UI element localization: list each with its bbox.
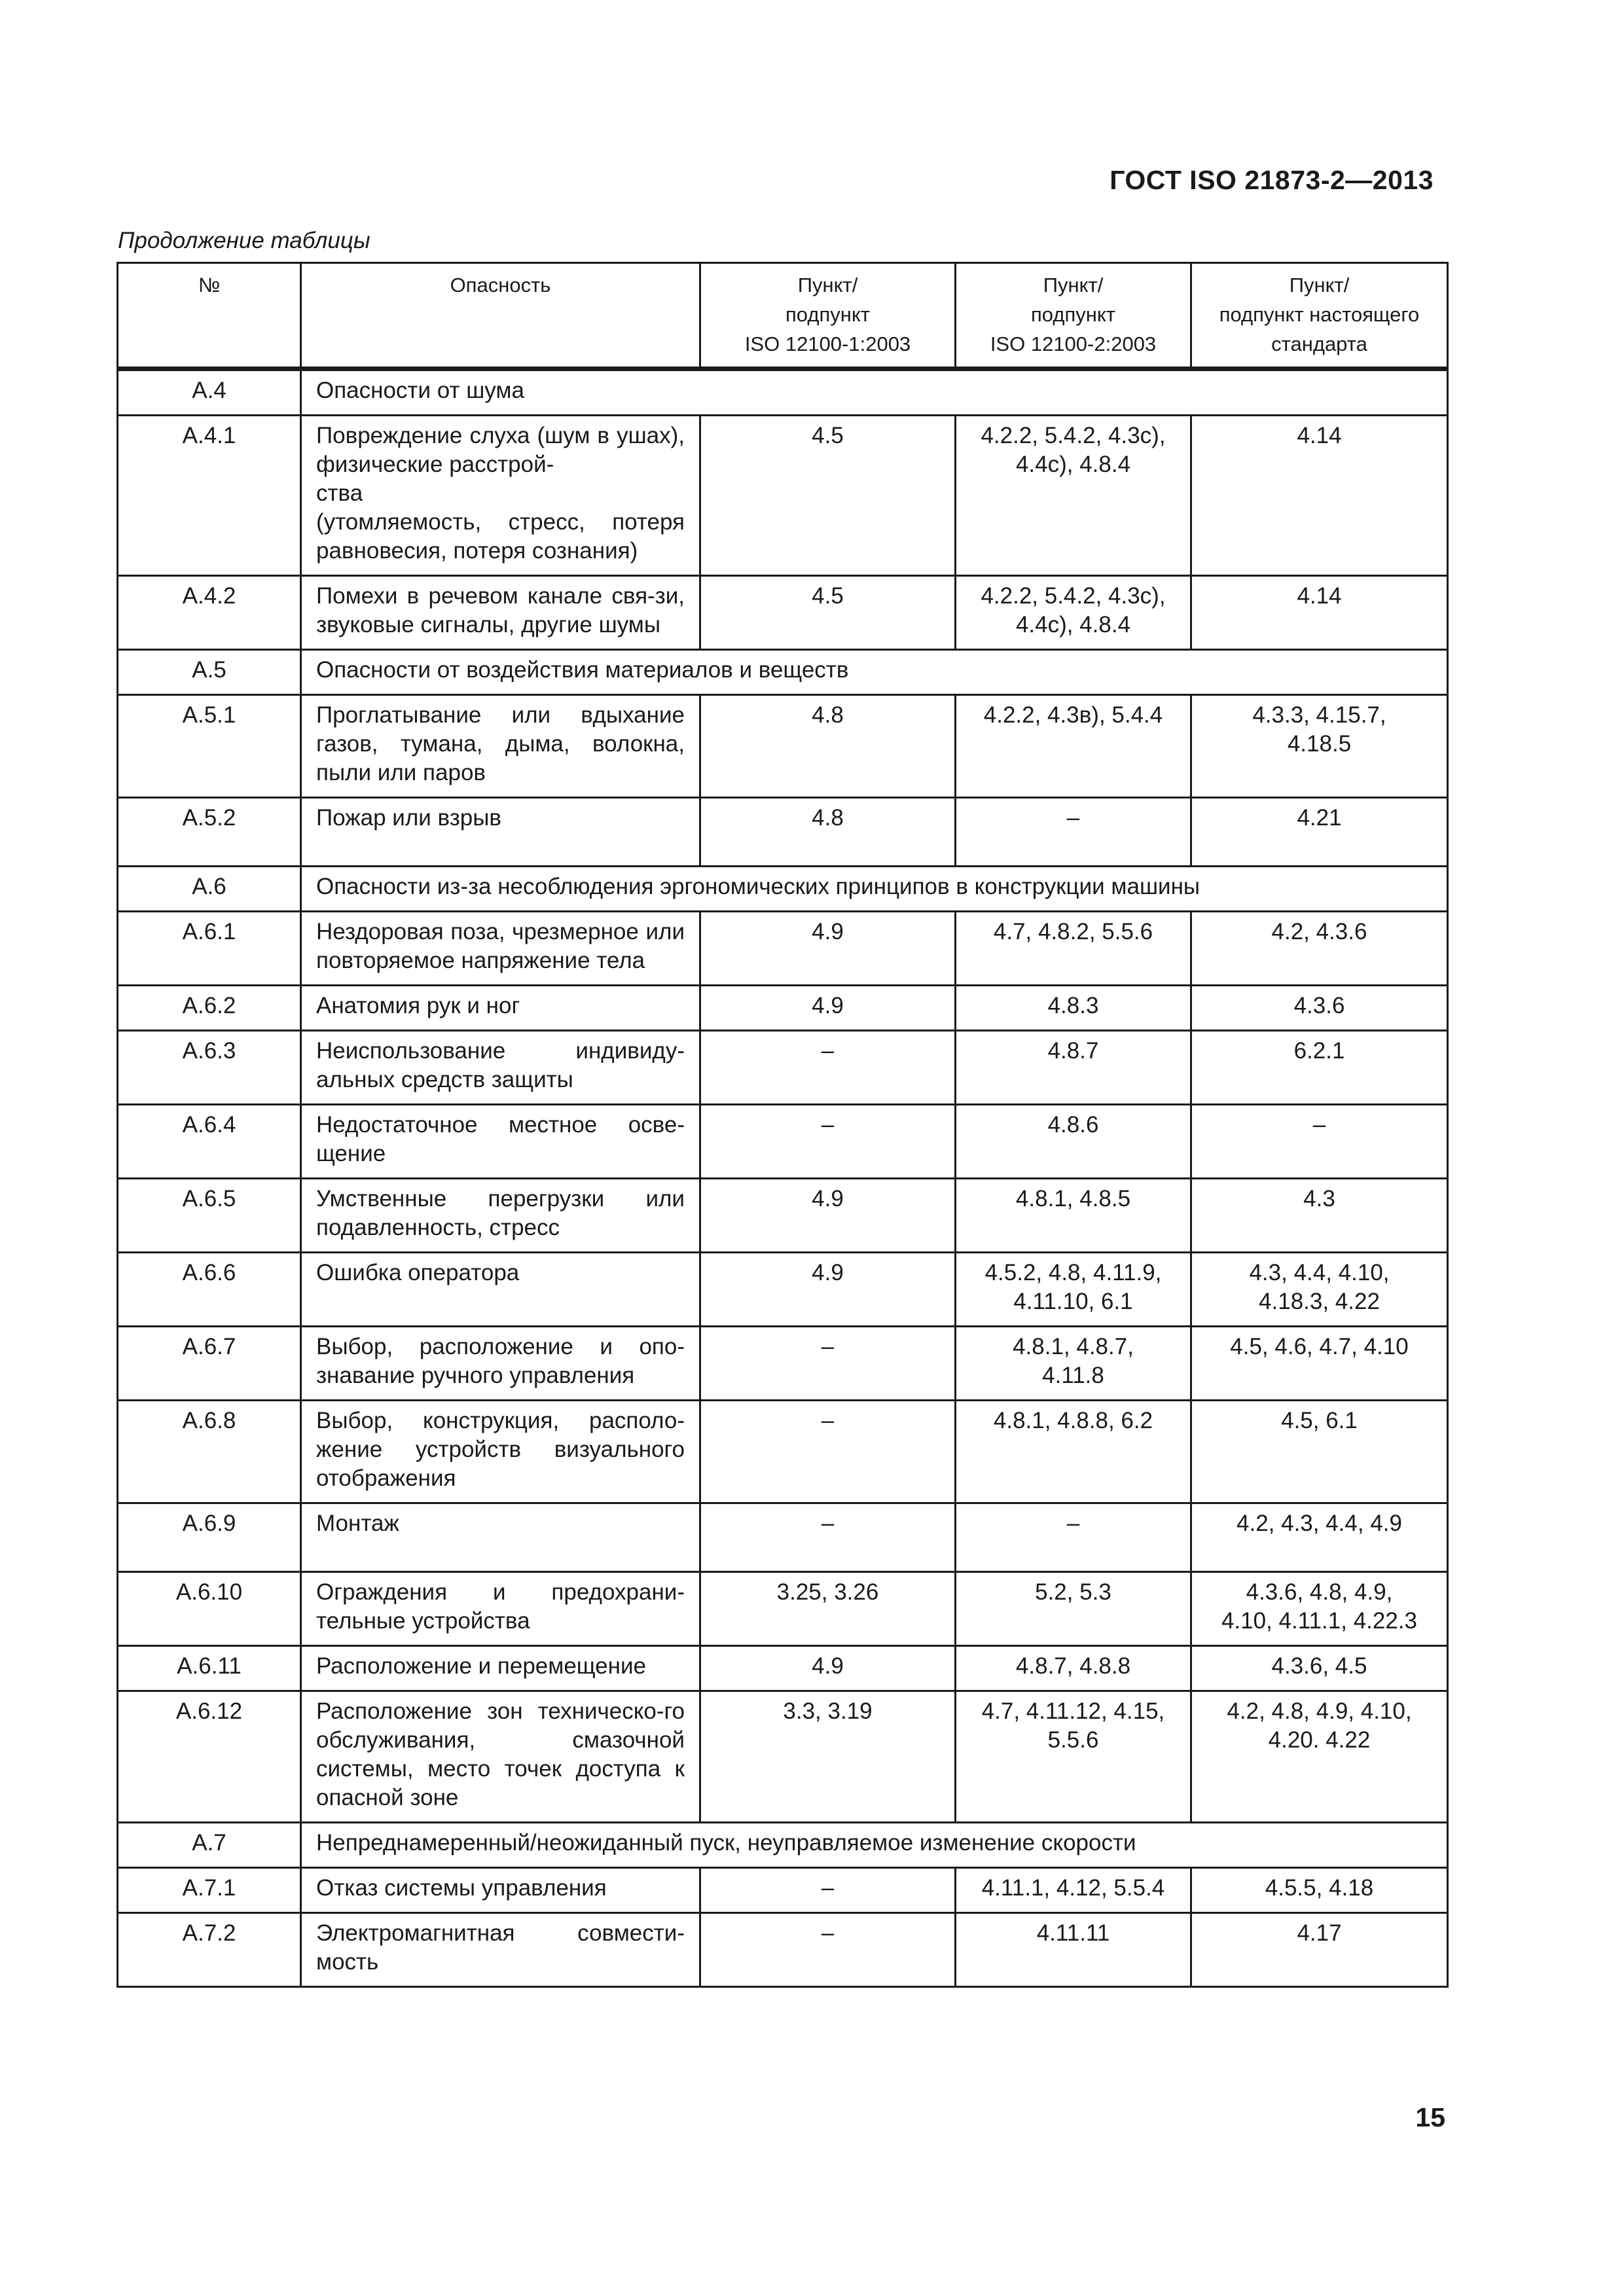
row-number: А.4 <box>118 369 301 416</box>
table-body <box>118 369 1448 1987</box>
ref-iso-12100-2: 4.2.2, 5.4.2, 4.3с), 4.4с), 4.8.4 <box>956 416 1191 576</box>
hazard-line: Помехи в речевом канале свя-зи, звуковые сигналы, другие шумы <box>316 583 685 637</box>
section-title: Непреднамеренный/неожиданный пуск, неуправляемое изменение скорости <box>301 1823 1448 1868</box>
hazard-description <box>301 1105 700 1179</box>
hazard-line: Монтаж <box>316 1511 399 1536</box>
ref-iso-12100-2: 4.2.2, 5.4.2, 4.3с), 4.4с), 4.8.4 <box>956 576 1191 650</box>
table-row <box>118 1031 1448 1105</box>
hazard-description <box>301 695 700 798</box>
hazard-description <box>301 1868 700 1913</box>
ref-iso-12100-1: 4.9 <box>700 986 956 1031</box>
ref-this-standard: 4.17 <box>1191 1913 1448 1987</box>
ref-iso-12100-2: 4.7, 4.8.2, 5.5.6 <box>956 912 1191 986</box>
ref-iso-12100-2: 4.11.1, 4.12, 5.5.4 <box>956 1868 1191 1913</box>
row-number: А.6.12 <box>118 1691 301 1823</box>
section-row <box>118 369 1448 416</box>
section-row <box>118 867 1448 912</box>
hazard-description <box>301 576 700 650</box>
ref-iso-12100-1: – <box>700 1913 956 1987</box>
row-number: А.5 <box>118 650 301 695</box>
section-title: Опасности из-за несоблюдения эргономических принципов в конструкции машины <box>301 867 1448 912</box>
ref-this-standard: 4.2, 4.3.6 <box>1191 912 1448 986</box>
table-row <box>118 416 1448 576</box>
row-number: А.6.6 <box>118 1253 301 1327</box>
ref-iso-12100-2: 4.8.1, 4.8.8, 6.2 <box>956 1401 1191 1503</box>
section-title: Опасности от воздействия материалов и веществ <box>301 650 1448 695</box>
ref-iso-12100-1: 4.9 <box>700 912 956 986</box>
hazard-description <box>301 1179 700 1253</box>
table-row <box>118 912 1448 986</box>
ref-this-standard: 6.2.1 <box>1191 1031 1448 1105</box>
row-number: А.6.10 <box>118 1572 301 1646</box>
table-row <box>118 1646 1448 1691</box>
row-number: А.7 <box>118 1823 301 1868</box>
table-row <box>118 798 1448 867</box>
hazard-line: Расположение и перемещение <box>316 1653 646 1679</box>
column-header-iso-12100-2: Пункт/ подпункт ISO 12100-2:2003 <box>956 263 1191 369</box>
ref-iso-12100-1: – <box>700 1868 956 1913</box>
column-header-hazard: Опасность <box>301 263 700 369</box>
row-number: А.6.8 <box>118 1401 301 1503</box>
hazard-description <box>301 1401 700 1503</box>
ref-iso-12100-2: 4.5.2, 4.8, 4.11.9, 4.11.10, 6.1 <box>956 1253 1191 1327</box>
hazard-line: Анатомия рук и ног <box>316 993 520 1018</box>
row-number: А.6.2 <box>118 986 301 1031</box>
hazard-description <box>301 416 700 576</box>
column-header-iso-12100-1: Пункт/ подпункт ISO 12100-1:2003 <box>700 263 956 369</box>
row-number: А.6.3 <box>118 1031 301 1105</box>
ref-iso-12100-1: – <box>700 1031 956 1105</box>
hazard-line: Нездоровая поза, чрезмерное или повторяемое напряжение тела <box>316 919 685 973</box>
hazards-table <box>117 262 1449 1988</box>
column-header-number: № <box>118 263 301 369</box>
row-number: А.6.1 <box>118 912 301 986</box>
table-row <box>118 576 1448 650</box>
ref-this-standard: 4.3.3, 4.15.7, 4.18.5 <box>1191 695 1448 798</box>
row-number: А.5.1 <box>118 695 301 798</box>
row-number: А.7.1 <box>118 1868 301 1913</box>
hazard-description <box>301 986 700 1031</box>
section-row <box>118 1823 1448 1868</box>
hazard-line: Расположение зон техническо-го обслуживания, смазочной системы, место точек доступа к опасной зоне <box>316 1698 685 1810</box>
ref-iso-12100-2: 4.8.7, 4.8.8 <box>956 1646 1191 1691</box>
table-row <box>118 695 1448 798</box>
row-number: А.7.2 <box>118 1913 301 1987</box>
ref-iso-12100-2: 4.8.3 <box>956 986 1191 1031</box>
ref-iso-12100-2: 4.8.6 <box>956 1105 1191 1179</box>
ref-iso-12100-1: 3.3, 3.19 <box>700 1691 956 1823</box>
ref-iso-12100-2: 5.2, 5.3 <box>956 1572 1191 1646</box>
hazard-description <box>301 1572 700 1646</box>
hazard-line: Неиспользование индивиду-альных средств защиты <box>316 1038 685 1092</box>
hazard-line: Выбор, конструкция, располо-жение устройств визуального отображения <box>316 1408 685 1491</box>
hazard-line: Ограждения и предохрани-тельные устройства <box>316 1579 685 1634</box>
hazard-description <box>301 1031 700 1105</box>
hazard-line: Отказ системы управления <box>316 1875 607 1901</box>
row-number: А.4.1 <box>118 416 301 576</box>
ref-this-standard: 4.14 <box>1191 416 1448 576</box>
table-row <box>118 1913 1448 1987</box>
ref-iso-12100-2: 4.8.1, 4.8.5 <box>956 1179 1191 1253</box>
hazard-description <box>301 1503 700 1572</box>
table-row <box>118 1691 1448 1823</box>
section-title: Опасности от шума <box>301 369 1448 416</box>
ref-this-standard: 4.2, 4.8, 4.9, 4.10, 4.20. 4.22 <box>1191 1691 1448 1823</box>
hazard-description <box>301 1646 700 1691</box>
ref-iso-12100-1: 4.5 <box>700 576 956 650</box>
hazard-line: Недостаточное местное осве-щение <box>316 1112 685 1166</box>
ref-iso-12100-1: 4.5 <box>700 416 956 576</box>
table-row <box>118 986 1448 1031</box>
ref-this-standard: 4.2, 4.3, 4.4, 4.9 <box>1191 1503 1448 1572</box>
row-number: А.6.11 <box>118 1646 301 1691</box>
row-number: А.6.4 <box>118 1105 301 1179</box>
row-number: А.6 <box>118 867 301 912</box>
table-caption: Продолжение таблицы <box>118 228 370 253</box>
page-number: 15 <box>1415 2102 1445 2132</box>
table-row <box>118 1179 1448 1253</box>
ref-this-standard: 4.3 <box>1191 1179 1448 1253</box>
ref-iso-12100-2: 4.8.7 <box>956 1031 1191 1105</box>
table-row <box>118 1105 1448 1179</box>
hazard-line: ства <box>316 480 363 506</box>
ref-this-standard: 4.5.5, 4.18 <box>1191 1868 1448 1913</box>
hazard-line: Пожар или взрыв <box>316 805 502 831</box>
column-header-this-standard: Пункт/ подпункт настоящего стандарта <box>1191 263 1448 369</box>
ref-iso-12100-2: 4.2.2, 4.3в), 5.4.4 <box>956 695 1191 798</box>
ref-iso-12100-1: – <box>700 1327 956 1401</box>
ref-iso-12100-1: – <box>700 1503 956 1572</box>
hazard-description <box>301 1327 700 1401</box>
ref-this-standard: 4.5, 4.6, 4.7, 4.10 <box>1191 1327 1448 1401</box>
hazard-line: Выбор, расположение и опо-знавание ручного управления <box>316 1334 685 1388</box>
table-row <box>118 1503 1448 1572</box>
ref-this-standard: 4.3.6, 4.5 <box>1191 1646 1448 1691</box>
ref-iso-12100-2: 4.7, 4.11.12, 4.15, 5.5.6 <box>956 1691 1191 1823</box>
ref-this-standard: 4.3.6 <box>1191 986 1448 1031</box>
ref-iso-12100-1: 3.25, 3.26 <box>700 1572 956 1646</box>
section-row <box>118 650 1448 695</box>
hazard-description <box>301 912 700 986</box>
ref-this-standard: 4.21 <box>1191 798 1448 867</box>
ref-this-standard: 4.5, 6.1 <box>1191 1401 1448 1503</box>
table-row <box>118 1401 1448 1503</box>
row-number: А.6.9 <box>118 1503 301 1572</box>
ref-iso-12100-1: 4.9 <box>700 1646 956 1691</box>
hazard-line: Электромагнитная совмести-мость <box>316 1920 685 1975</box>
ref-this-standard: 4.3, 4.4, 4.10, 4.18.3, 4.22 <box>1191 1253 1448 1327</box>
hazard-line: Проглатывание или вдыхание газов, тумана, дыма, волокна, пыли или паров <box>316 702 685 785</box>
ref-iso-12100-2: 4.8.1, 4.8.7, 4.11.8 <box>956 1327 1191 1401</box>
ref-iso-12100-1: 4.9 <box>700 1253 956 1327</box>
row-number: А.5.2 <box>118 798 301 867</box>
row-number: А.6.5 <box>118 1179 301 1253</box>
hazard-description <box>301 1691 700 1823</box>
ref-iso-12100-1: 4.8 <box>700 798 956 867</box>
table-row <box>118 1868 1448 1913</box>
document-code: ГОСТ ISO 21873-2—2013 <box>1110 165 1434 195</box>
hazard-description <box>301 798 700 867</box>
table-row <box>118 1253 1448 1327</box>
table-header-row <box>118 263 1448 369</box>
table-row <box>118 1327 1448 1401</box>
ref-this-standard: – <box>1191 1105 1448 1179</box>
ref-this-standard: 4.14 <box>1191 576 1448 650</box>
row-number: А.4.2 <box>118 576 301 650</box>
row-number: А.6.7 <box>118 1327 301 1401</box>
ref-iso-12100-2: – <box>956 1503 1191 1572</box>
hazard-line: Умственные перегрузки или подавленность, стресс <box>316 1186 685 1240</box>
ref-iso-12100-1: – <box>700 1105 956 1179</box>
hazard-line: Повреждение слуха (шум в ушах), физические расстрой- <box>316 423 685 477</box>
table-row <box>118 1572 1448 1646</box>
ref-iso-12100-2: 4.11.11 <box>956 1913 1191 1987</box>
ref-iso-12100-1: – <box>700 1401 956 1503</box>
ref-this-standard: 4.3.6, 4.8, 4.9, 4.10, 4.11.1, 4.22.3 <box>1191 1572 1448 1646</box>
hazard-line: Ошибка оператора <box>316 1260 520 1285</box>
hazard-description <box>301 1253 700 1327</box>
ref-iso-12100-2: – <box>956 798 1191 867</box>
ref-iso-12100-1: 4.8 <box>700 695 956 798</box>
ref-iso-12100-1: 4.9 <box>700 1179 956 1253</box>
hazard-description <box>301 1913 700 1987</box>
hazard-line: (утомляемость, стресс, потеря равновесия, потеря сознания) <box>316 509 685 564</box>
